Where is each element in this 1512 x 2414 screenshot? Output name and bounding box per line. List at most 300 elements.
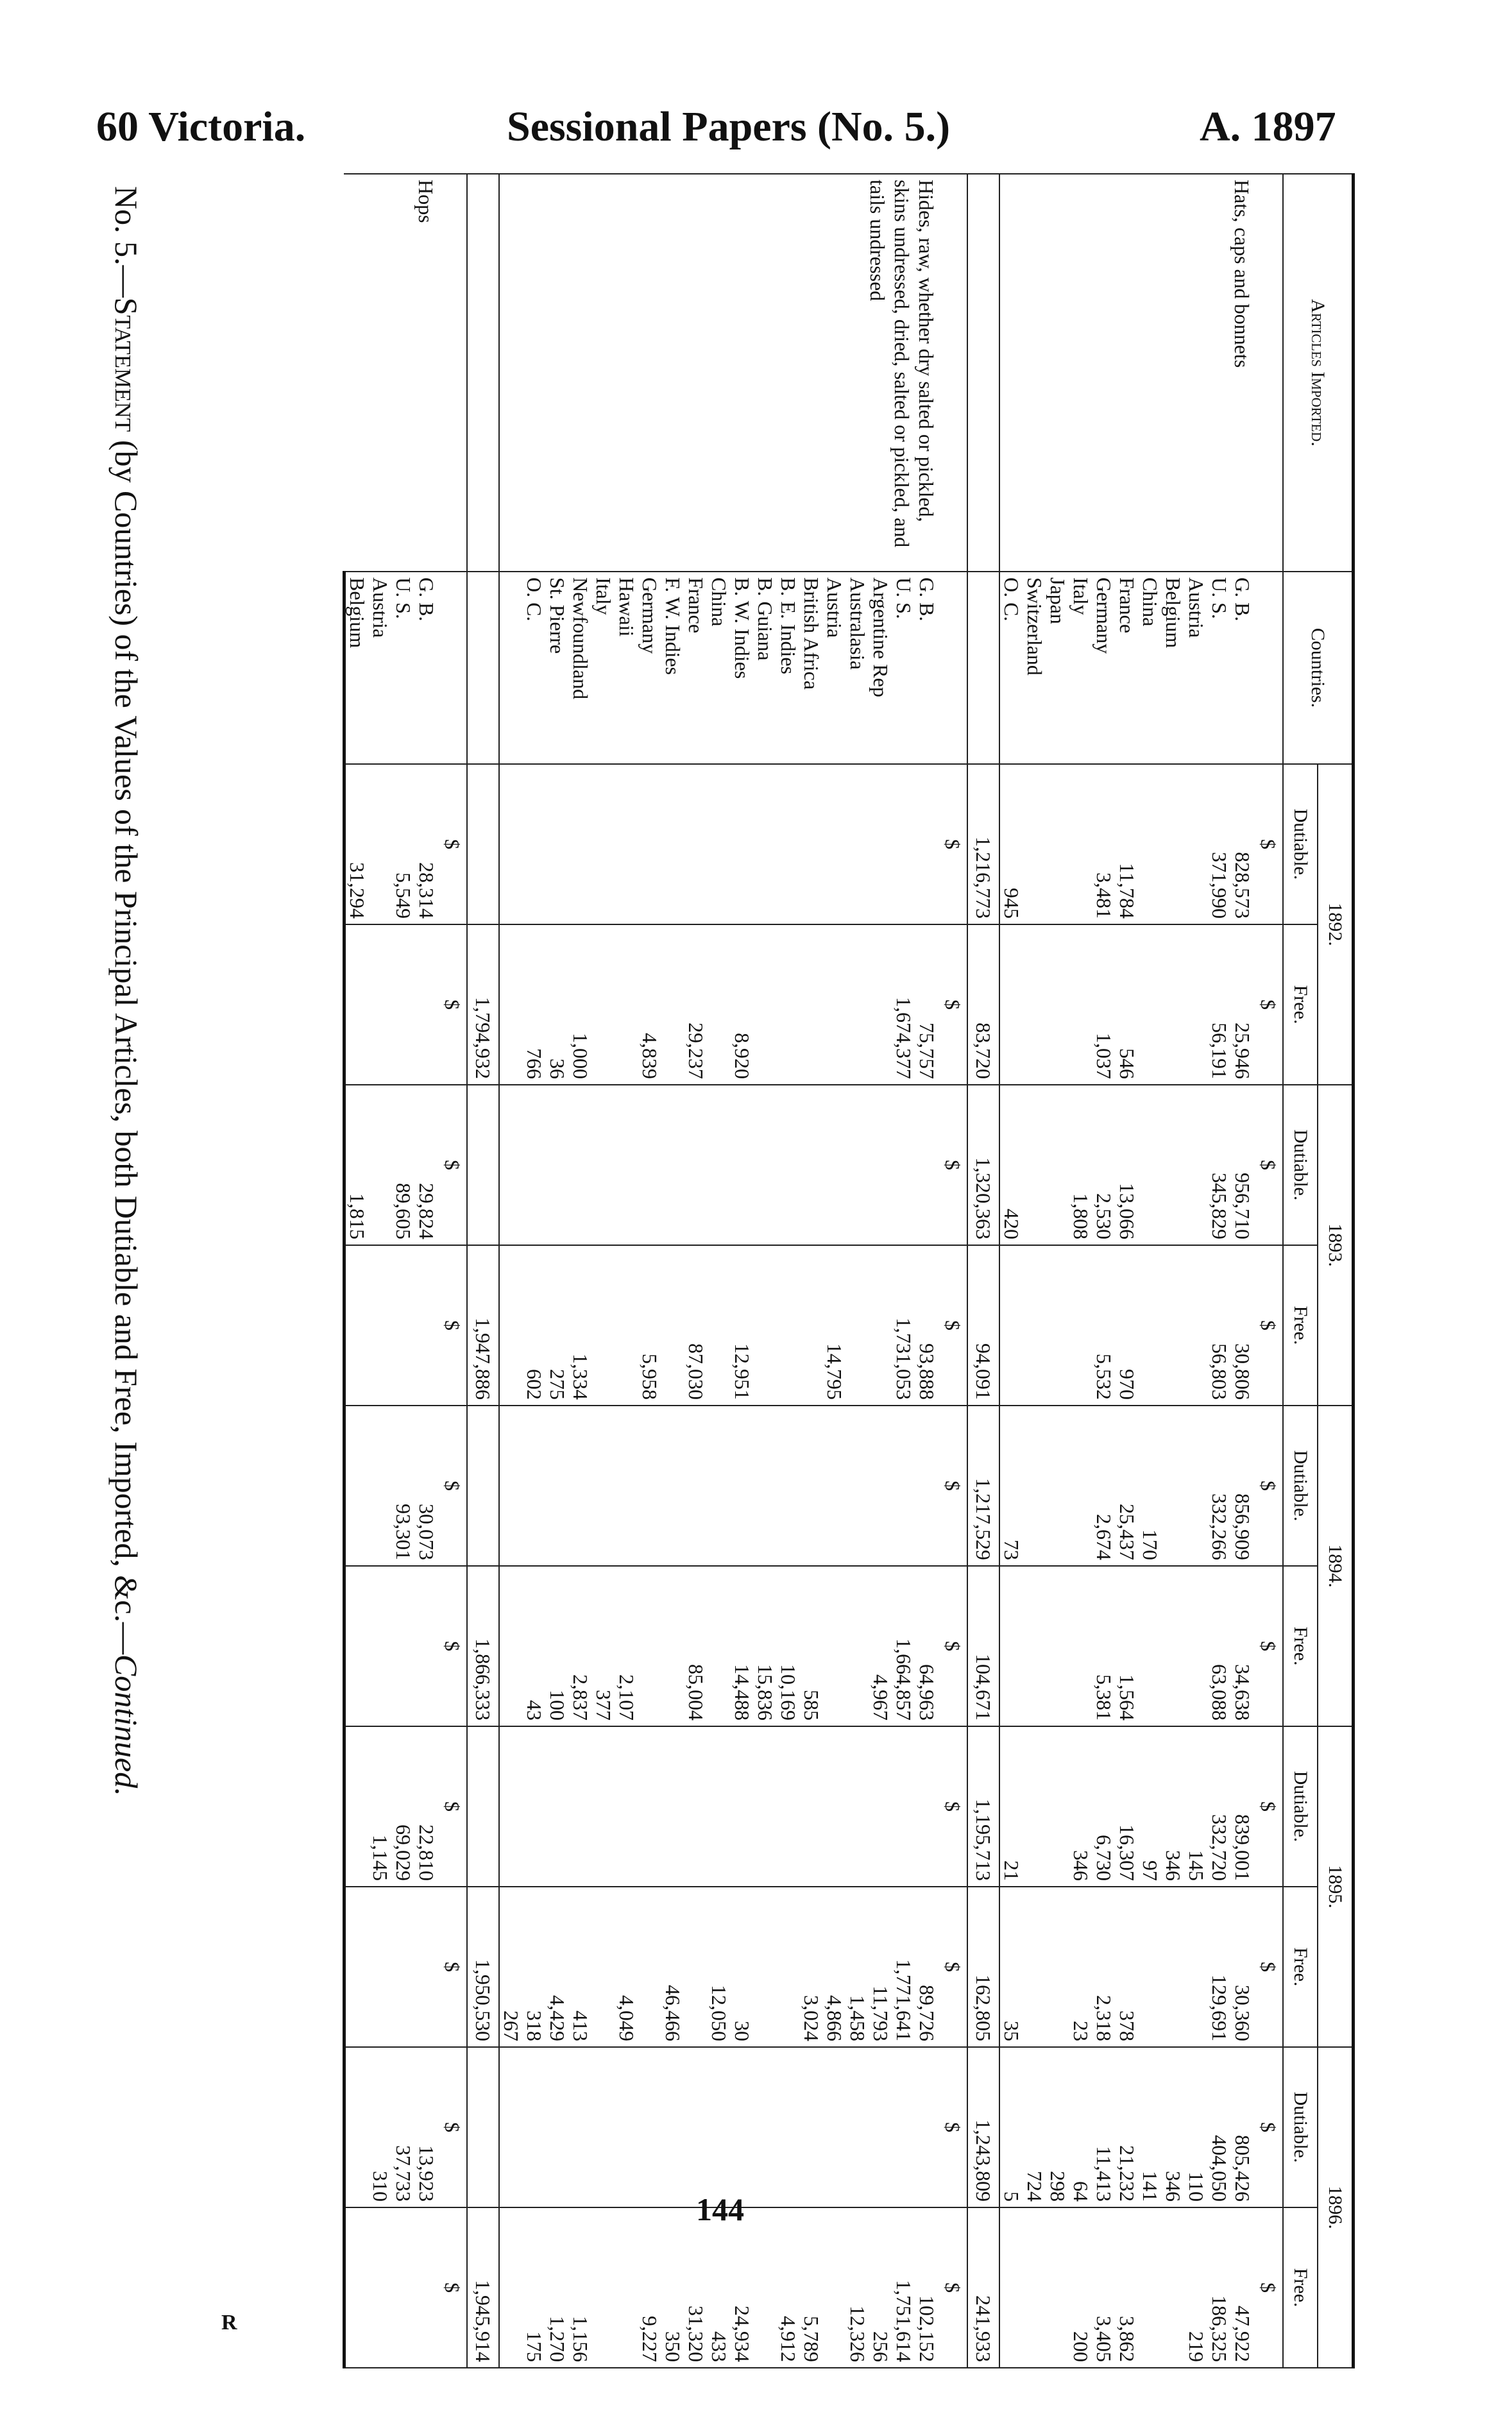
value-cell <box>344 2207 370 2368</box>
value-cell: 13,923 <box>415 2047 438 2207</box>
value-cell <box>823 1726 846 1887</box>
value-cell: 93,301 <box>392 1406 415 1566</box>
table-header <box>1283 174 1354 2368</box>
value-cell: 12,326 <box>846 2207 869 2368</box>
value-cell <box>754 1085 777 1245</box>
country-name: Argentine Rep <box>869 572 892 764</box>
value-cell: 5,532 <box>1092 1245 1116 1406</box>
value-cell: 12,951 <box>731 1245 754 1406</box>
value-cell <box>523 2047 546 2207</box>
value-cell: 31,294 <box>344 764 370 924</box>
value-cell <box>569 764 592 924</box>
col-header-dutiable: Dutiable. <box>1283 1726 1318 1887</box>
country-name: G. B. <box>1231 572 1254 764</box>
value-cell: 73 <box>999 1406 1023 1566</box>
value-cell: 766 <box>523 924 546 1085</box>
value-cell <box>823 2207 846 2368</box>
value-cell: 56,191 <box>1208 924 1231 1085</box>
article-cell <box>438 174 467 572</box>
statement-table <box>343 173 1355 2368</box>
country-name: Italy <box>1069 572 1092 764</box>
total-cell: 1,947,886 <box>467 1245 499 1406</box>
value-cell: 47,922 <box>1231 2207 1254 2368</box>
value-cell: 4,912 <box>777 2207 800 2368</box>
value-cell: 2,107 <box>615 1566 638 1726</box>
value-cell: 110 <box>1185 2047 1208 2207</box>
value-cell: 2,530 <box>1092 1085 1116 1245</box>
value-cell <box>1139 2207 1162 2368</box>
value-cell <box>546 1085 569 1245</box>
table-row <box>915 174 939 2368</box>
value-cell <box>1185 764 1208 924</box>
total-blank-article <box>467 174 499 572</box>
value-cell <box>661 1406 684 1566</box>
value-cell <box>915 764 939 924</box>
value-cell <box>823 924 846 1085</box>
value-cell <box>869 1726 892 1887</box>
value-cell <box>1023 1085 1046 1245</box>
currency-symbol: $ <box>939 1245 967 1406</box>
value-cell: 64,963 <box>915 1566 939 1726</box>
total-cell: 104,671 <box>967 1566 999 1726</box>
col-header-free: Free. <box>1283 1887 1318 2047</box>
value-cell <box>1023 1406 1046 1566</box>
value-cell: 1,771,641 <box>892 1887 915 2047</box>
currency-row <box>939 174 967 2368</box>
currency-symbol: $ <box>1254 1726 1283 1887</box>
value-cell: 141 <box>1139 2047 1162 2207</box>
value-cell <box>1046 924 1069 1085</box>
value-cell <box>1139 1566 1162 1726</box>
value-cell <box>754 1406 777 1566</box>
value-cell <box>1023 1566 1046 1726</box>
value-cell <box>1046 1566 1069 1726</box>
value-cell <box>846 1726 869 1887</box>
value-cell: 56,803 <box>1208 1245 1231 1406</box>
table-row <box>1231 174 1254 2368</box>
value-cell <box>777 1406 800 1566</box>
value-cell <box>684 764 708 924</box>
country-name: B. Guiana <box>754 572 777 764</box>
value-cell <box>1162 1245 1185 1406</box>
value-cell <box>1185 1406 1208 1566</box>
total-cell: 162,805 <box>967 1887 999 2047</box>
value-cell: 93,888 <box>915 1245 939 1406</box>
value-cell <box>800 1406 823 1566</box>
currency-symbol: $ <box>1254 1085 1283 1245</box>
col-header-free: Free. <box>1283 924 1318 1085</box>
value-cell: 31,320 <box>684 2207 708 2368</box>
value-cell <box>1185 1085 1208 1245</box>
country-name <box>499 572 523 764</box>
currency-symbol: $ <box>939 2047 967 2207</box>
currency-symbol: $ <box>438 1726 467 1887</box>
value-cell: 6,730 <box>1092 1726 1116 1887</box>
value-cell: 3,405 <box>1092 2207 1116 2368</box>
currency-symbol: $ <box>939 764 967 924</box>
currency-symbol: $ <box>1254 1887 1283 2047</box>
value-cell <box>846 924 869 1085</box>
col-header-year: 1896. <box>1318 2047 1354 2368</box>
value-cell: 1,664,857 <box>892 1566 915 1726</box>
value-cell <box>777 1245 800 1406</box>
value-cell <box>708 1245 731 1406</box>
value-cell: 2,318 <box>1092 1887 1116 2047</box>
currency-symbol: $ <box>939 1566 967 1726</box>
value-cell: 945 <box>999 764 1023 924</box>
value-cell <box>708 1566 731 1726</box>
total-cell: 1,945,914 <box>467 2207 499 2368</box>
value-cell <box>1185 1566 1208 1726</box>
table-row <box>415 174 438 2368</box>
value-cell: 4,049 <box>615 1887 638 2047</box>
value-cell: 13,066 <box>1116 1085 1139 1245</box>
value-cell <box>369 1566 392 1726</box>
value-cell <box>592 764 615 924</box>
value-cell <box>892 1726 915 1887</box>
total-cell: 1,866,333 <box>467 1566 499 1726</box>
value-cell <box>415 2207 438 2368</box>
value-cell: 34,638 <box>1231 1566 1254 1726</box>
currency-symbol: $ <box>1254 2207 1283 2368</box>
value-cell <box>915 2047 939 2207</box>
value-cell <box>499 1245 523 1406</box>
value-cell: 805,426 <box>1231 2047 1254 2207</box>
country-name: F. W. Indies <box>661 572 684 764</box>
col-header-free: Free. <box>1283 1245 1318 1406</box>
value-cell <box>569 1726 592 1887</box>
header-session: 60 Victoria. <box>96 103 306 150</box>
value-cell <box>1023 924 1046 1085</box>
value-cell <box>731 2047 754 2207</box>
currency-symbol: $ <box>1254 1566 1283 1726</box>
value-cell: 3,481 <box>1092 764 1116 924</box>
value-cell <box>369 1245 392 1406</box>
value-cell: 546 <box>1116 924 1139 1085</box>
value-cell <box>915 1085 939 1245</box>
col-header-dutiable: Dutiable. <box>1283 1406 1318 1566</box>
total-cell: 1,195,713 <box>967 1726 999 1887</box>
total-row <box>467 174 499 2368</box>
value-cell <box>892 2047 915 2207</box>
value-cell <box>708 1406 731 1566</box>
value-cell: 46,466 <box>661 1887 684 2047</box>
value-cell <box>661 1085 684 1245</box>
country-name: St. Pierre <box>546 572 569 764</box>
value-cell <box>999 924 1023 1085</box>
value-cell <box>800 1726 823 1887</box>
country-name: British Africa <box>800 572 823 764</box>
value-cell <box>592 1085 615 1245</box>
value-cell <box>546 1406 569 1566</box>
value-cell: 15,836 <box>754 1566 777 1726</box>
value-cell: 69,029 <box>392 1726 415 1887</box>
value-cell: 433 <box>708 2207 731 2368</box>
caption-continued: Continued. <box>108 1654 144 1796</box>
country-name: Belgium <box>1162 572 1185 764</box>
value-cell <box>569 1406 592 1566</box>
country-cell <box>939 572 967 764</box>
header-year: A. 1897 <box>1200 103 1336 150</box>
value-cell: 332,266 <box>1208 1406 1231 1566</box>
value-cell <box>499 1726 523 1887</box>
value-cell: 9,227 <box>638 2207 661 2368</box>
currency-symbol: $ <box>438 1245 467 1406</box>
value-cell: 30,360 <box>1231 1887 1254 2047</box>
value-cell <box>592 1887 615 2047</box>
country-name: Austria <box>823 572 846 764</box>
value-cell <box>846 764 869 924</box>
value-cell <box>523 1406 546 1566</box>
value-cell: 129,691 <box>1208 1887 1231 2047</box>
value-cell <box>615 2047 638 2207</box>
value-cell <box>415 1566 438 1726</box>
value-cell <box>638 1085 661 1245</box>
value-cell <box>569 2047 592 2207</box>
value-cell: 64 <box>1069 2047 1092 2207</box>
value-cell: 5,789 <box>800 2207 823 2368</box>
value-cell <box>846 1406 869 1566</box>
value-cell <box>684 1406 708 1566</box>
value-cell <box>1023 1726 1046 1887</box>
value-cell <box>800 1085 823 1245</box>
value-cell: 14,488 <box>731 1566 754 1726</box>
value-cell <box>869 2047 892 2207</box>
country-name: Germany <box>1092 572 1116 764</box>
value-cell <box>1162 1085 1185 1245</box>
value-cell <box>369 2207 392 2368</box>
value-cell <box>344 1726 370 1887</box>
value-cell: 413 <box>569 1887 592 2047</box>
value-cell: 332,720 <box>1208 1726 1231 1887</box>
value-cell: 30,806 <box>1231 1245 1254 1406</box>
value-cell: 89,605 <box>392 1085 415 1245</box>
value-cell <box>915 1726 939 1887</box>
value-cell <box>777 1085 800 1245</box>
value-cell <box>661 764 684 924</box>
value-cell <box>638 1406 661 1566</box>
value-cell <box>546 764 569 924</box>
value-cell: 724 <box>1023 2047 1046 2207</box>
value-cell <box>1162 1566 1185 1726</box>
value-cell <box>415 1887 438 2047</box>
value-cell: 4,839 <box>638 924 661 1085</box>
value-cell: 1,037 <box>1092 924 1116 1085</box>
value-cell <box>392 2207 415 2368</box>
value-cell <box>1162 2207 1185 2368</box>
value-cell: 25,946 <box>1231 924 1254 1085</box>
table-body <box>344 174 1284 2368</box>
value-cell <box>1023 1245 1046 1406</box>
country-name: Austria <box>369 572 392 764</box>
currency-symbol: $ <box>438 1566 467 1726</box>
value-cell: 100 <box>546 1566 569 1726</box>
value-cell: 102,152 <box>915 2207 939 2368</box>
value-cell <box>615 764 638 924</box>
value-cell: 10,169 <box>777 1566 800 1726</box>
value-cell <box>615 1726 638 1887</box>
value-cell: 12,050 <box>708 1887 731 2047</box>
value-cell <box>800 1245 823 1406</box>
currency-row <box>438 174 467 2368</box>
value-cell <box>523 764 546 924</box>
col-header-dutiable: Dutiable. <box>1283 764 1318 924</box>
value-cell: 267 <box>499 1887 523 2047</box>
currency-symbol: $ <box>939 924 967 1085</box>
value-cell <box>684 1085 708 1245</box>
value-cell: 63,088 <box>1208 1566 1231 1726</box>
currency-symbol: $ <box>438 1085 467 1245</box>
value-cell <box>754 764 777 924</box>
value-cell <box>800 2047 823 2207</box>
value-cell: 11,784 <box>1116 764 1139 924</box>
value-cell: 30 <box>731 1887 754 2047</box>
value-cell <box>615 1245 638 1406</box>
value-cell <box>708 924 731 1085</box>
total-cell: 1,794,932 <box>467 924 499 1085</box>
value-cell <box>1023 1887 1046 2047</box>
value-cell <box>369 1887 392 2047</box>
total-cell: 1,243,809 <box>967 2047 999 2207</box>
value-cell: 29,237 <box>684 924 708 1085</box>
value-cell <box>661 924 684 1085</box>
value-cell <box>777 1887 800 2047</box>
value-cell: 85,004 <box>684 1566 708 1726</box>
currency-symbol: $ <box>939 1406 967 1566</box>
currency-symbol: $ <box>1254 764 1283 924</box>
value-cell <box>546 1726 569 1887</box>
value-cell <box>731 1406 754 1566</box>
value-cell <box>708 2047 731 2207</box>
value-cell <box>344 2047 370 2207</box>
value-cell <box>754 1726 777 1887</box>
value-cell <box>800 924 823 1085</box>
country-name: U. S. <box>1208 572 1231 764</box>
value-cell <box>823 1406 846 1566</box>
value-cell: 75,757 <box>915 924 939 1085</box>
value-cell: 1,000 <box>569 924 592 1085</box>
value-cell <box>615 1085 638 1245</box>
value-cell <box>415 924 438 1085</box>
value-cell: 2,837 <box>569 1566 592 1726</box>
total-cell <box>467 1406 499 1566</box>
total-cell: 1,320,363 <box>967 1085 999 1245</box>
country-cell <box>438 572 467 764</box>
value-cell: 1,564 <box>1116 1566 1139 1726</box>
currency-symbol: $ <box>939 1726 967 1887</box>
value-cell <box>1069 1406 1092 1566</box>
value-cell <box>777 1726 800 1887</box>
value-cell: 8,920 <box>731 924 754 1085</box>
value-cell: 21 <box>999 1726 1023 1887</box>
total-cell <box>467 1085 499 1245</box>
value-cell: 14,795 <box>823 1245 846 1406</box>
value-cell <box>369 1406 392 1566</box>
value-cell <box>615 2207 638 2368</box>
value-cell: 5,549 <box>392 764 415 924</box>
value-cell <box>638 2047 661 2207</box>
value-cell: 23 <box>1069 1887 1092 2047</box>
value-cell: 420 <box>999 1085 1023 1245</box>
value-cell: 585 <box>800 1566 823 1726</box>
value-cell <box>499 1566 523 1726</box>
value-cell: 3,024 <box>800 1887 823 2047</box>
value-cell: 5,958 <box>638 1245 661 1406</box>
value-cell <box>846 2047 869 2207</box>
value-cell <box>999 2207 1023 2368</box>
value-cell <box>999 1566 1023 1726</box>
value-cell <box>661 2047 684 2207</box>
value-cell <box>777 764 800 924</box>
country-name: Switzerland <box>1023 572 1046 764</box>
total-cell: 1,950,530 <box>467 1887 499 2047</box>
total-row <box>967 174 999 2368</box>
value-cell: 345,829 <box>1208 1085 1231 1245</box>
value-cell: 956,710 <box>1231 1085 1254 1245</box>
col-header-dutiable: Dutiable. <box>1283 1085 1318 1245</box>
total-cell: 1,217,529 <box>967 1406 999 1566</box>
country-name: Australasia <box>846 572 869 764</box>
currency-symbol: $ <box>939 2207 967 2368</box>
value-cell <box>1023 2207 1046 2368</box>
country-name: Hawaii <box>615 572 638 764</box>
value-cell <box>823 764 846 924</box>
value-cell <box>1139 1887 1162 2047</box>
value-cell: 346 <box>1162 1726 1185 1887</box>
value-cell <box>1139 764 1162 924</box>
col-header-year: 1892. <box>1318 764 1354 1085</box>
value-cell <box>731 764 754 924</box>
col-header-dutiable: Dutiable. <box>1283 2047 1318 2207</box>
value-cell <box>915 1406 939 1566</box>
value-cell: 36 <box>546 924 569 1085</box>
value-cell <box>344 1566 370 1726</box>
value-cell: 186,325 <box>1208 2207 1231 2368</box>
article-name: Hops <box>344 174 439 572</box>
total-cell <box>467 1726 499 1887</box>
value-cell: 1,458 <box>846 1887 869 2047</box>
value-cell <box>344 924 370 1085</box>
total-cell: 241,933 <box>967 2207 999 2368</box>
value-cell <box>1046 2207 1069 2368</box>
value-cell <box>892 764 915 924</box>
value-cell: 5,381 <box>1092 1566 1116 1726</box>
total-cell: 1,216,773 <box>967 764 999 924</box>
article-name: Hides, raw, whether dry salted or pickled, skins undressed, dried, salted or pickled, and tails undressed <box>499 174 939 572</box>
value-cell: 200 <box>1069 2207 1092 2368</box>
value-cell <box>499 764 523 924</box>
value-cell <box>415 1245 438 1406</box>
value-cell <box>708 1085 731 1245</box>
value-cell <box>1046 1406 1069 1566</box>
value-cell <box>1185 1245 1208 1406</box>
value-cell <box>499 2207 523 2368</box>
value-cell <box>1023 764 1046 924</box>
country-name: Japan <box>1046 572 1069 764</box>
value-cell: 4,967 <box>869 1566 892 1726</box>
value-cell <box>684 2047 708 2207</box>
value-cell: 1,751,614 <box>892 2207 915 2368</box>
country-name: G. B. <box>415 572 438 764</box>
value-cell <box>754 924 777 1085</box>
country-name: Belgium <box>344 572 370 764</box>
value-cell: 828,573 <box>1231 764 1254 924</box>
value-cell <box>1162 1406 1185 1566</box>
value-cell: 25,437 <box>1116 1406 1139 1566</box>
value-cell: 1,674,377 <box>892 924 915 1085</box>
value-cell: 89,726 <box>915 1887 939 2047</box>
value-cell <box>684 1887 708 2047</box>
